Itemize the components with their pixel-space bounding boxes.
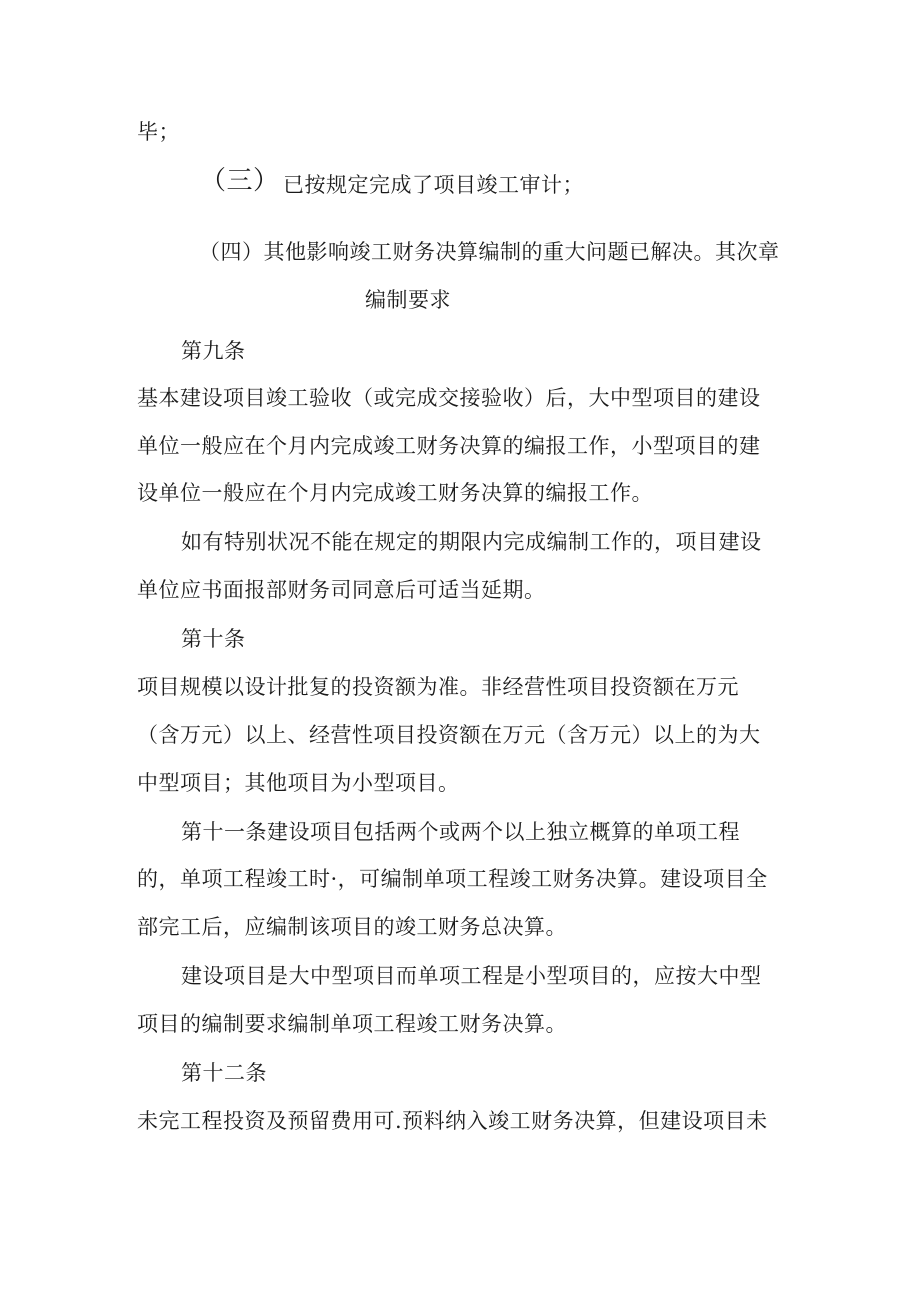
article-heading: 第十条 bbox=[181, 627, 246, 651]
text-line: 未完工程投资及预留费用可.预料纳入竣工财务决算，但建设项目未 bbox=[137, 1109, 768, 1133]
text-line: （四）其他影响竣工财务决算编制的重大问题已解决。其次章 bbox=[199, 240, 780, 264]
chapter-heading: 编制要求 bbox=[365, 288, 451, 312]
text-line: 毕； bbox=[137, 120, 180, 144]
text-line: 项目规模以设计批复的投资额为准。非经营性项目投资额在万元 bbox=[137, 675, 739, 699]
text-line: （含万元）以上、经营性项目投资额在万元（含万元）以上的为大 bbox=[137, 723, 761, 747]
text-line: 项目的编制要求编制单项工程竣工财务决算。 bbox=[137, 1012, 567, 1036]
text-line: 如有特别状况不能在规定的期限内完成编制工作的，项目建设 bbox=[181, 530, 762, 554]
text-line: 的，单项工程竣工时·，可编制单项工程竣工财务决算。建设项目全 bbox=[137, 867, 768, 891]
text-line: 基本建设项目竣工验收（或完成交接验收）后，大中型项目的建设 bbox=[137, 386, 761, 410]
section-marker-three: （三） bbox=[200, 166, 280, 196]
text-line: 设单位一般应在个月内完成竣工财务决算的编报工作。 bbox=[137, 481, 653, 505]
text-line: 中型项目；其他项目为小型项目。 bbox=[137, 771, 460, 795]
text-line: 单位一般应在个月内完成竣工财务决算的编报工作，小型项目的建 bbox=[137, 434, 761, 458]
article-heading: 第九条 bbox=[181, 339, 246, 363]
text-line: 部完工后，应编制该项目的竣工财务总决算。 bbox=[137, 915, 567, 939]
text-line: 单位应书面报部财务司同意后可适当延期。 bbox=[137, 578, 546, 602]
text-line: 建设项目是大中型项目而单项工程是小型项目的，应按大中型 bbox=[181, 964, 762, 988]
text-line: 已按规定完成了项目竣工审计； bbox=[283, 173, 584, 197]
text-line: 第十一条建设项目包括两个或两个以上独立概算的单项工程 bbox=[181, 820, 740, 844]
article-heading: 第十二条 bbox=[181, 1061, 267, 1085]
